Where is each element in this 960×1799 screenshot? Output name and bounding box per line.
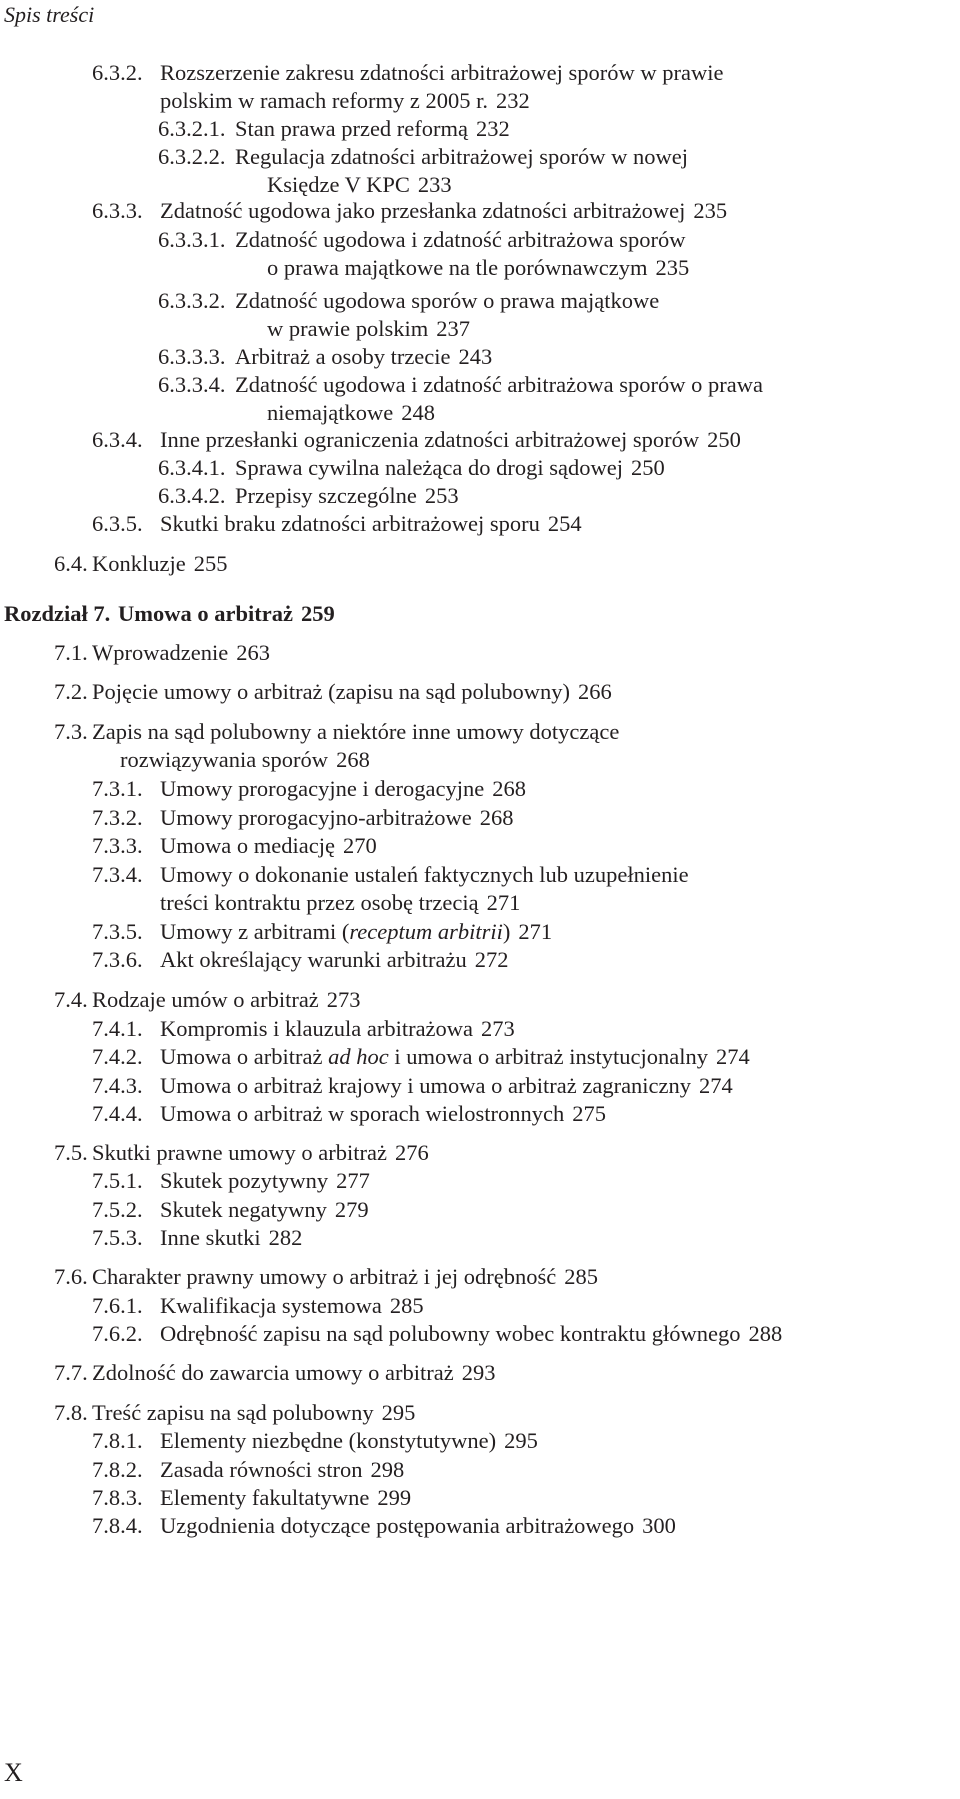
toc-entry-title-line: Skutek pozytywny — [160, 1168, 329, 1193]
toc-entry-number: 7.4.2. — [92, 1044, 143, 1069]
toc-entry-number: 7.5.2. — [92, 1197, 143, 1222]
toc-entry-number: 6.3.4.1. — [158, 455, 226, 480]
toc-entry-number: 7.8.3. — [92, 1485, 143, 1510]
toc-entry-number: 6.3.3.4. — [158, 372, 226, 397]
toc-entry-page: 250 — [630, 455, 665, 480]
toc-entry-title-line: Charakter prawny umowy o arbitraż i jej odrębność — [92, 1264, 557, 1289]
toc-entry-page: 272 — [474, 947, 509, 972]
toc-entry-number: 7.4.4. — [92, 1101, 143, 1126]
toc-entry-page: 271 — [518, 919, 553, 944]
toc-entry-number: 7.2. — [54, 679, 88, 704]
toc-entry-title-line: Umowy prorogacyjno-arbitrażowe — [160, 805, 472, 830]
toc-entry-title-line: Umowa o mediację — [160, 833, 335, 858]
toc-entry-title-line: Zdatność ugodowa jako przesłanka zdatności arbitrażowej — [160, 198, 686, 223]
toc-entry-title-line: Księdze V KPC — [267, 172, 410, 198]
toc-entry-page: 232 — [476, 116, 510, 141]
toc-entry-page: 298 — [370, 1457, 405, 1482]
toc-entry-title-line: Skutek negatywny — [160, 1197, 327, 1222]
toc-entry-number: Rozdział 7. — [4, 601, 111, 626]
toc-entry-number: 6.3.4.2. — [158, 483, 226, 508]
toc-entry-title-line: Umowa o arbitraż — [118, 601, 293, 626]
toc-entry-number: 7.3. — [54, 719, 88, 744]
toc-entry-number: 6.3.2.1. — [158, 116, 226, 141]
toc-entry-title-line: Skutki prawne umowy o arbitraż — [92, 1140, 387, 1165]
toc-entry-page: 285 — [389, 1293, 424, 1318]
toc-entry-title-line: Pojęcie umowy o arbitraż (zapisu na sąd polubowny) — [92, 679, 570, 704]
toc-entry-number: 6.3.5. — [92, 511, 143, 536]
toc-entry-page: 268 — [336, 747, 370, 773]
toc-entry-number: 6.3.3.2. — [158, 288, 226, 313]
toc-entry-title-line: Zdolność do zawarcia umowy o arbitraż — [92, 1360, 454, 1385]
toc-entry-page: 268 — [492, 776, 527, 801]
toc-entry-number: 7.6. — [54, 1264, 88, 1289]
toc-entry-page: 268 — [479, 805, 514, 830]
toc-entry-page: 274 — [715, 1044, 750, 1069]
toc-entry-title-line: polskim w ramach reformy z 2005 r. — [160, 88, 489, 114]
toc-entry-number: 6.3.2.2. — [158, 144, 226, 169]
toc-entry-page: 270 — [342, 833, 377, 858]
toc-entry-title-line: Kompromis i klauzula arbitrażowa — [160, 1016, 474, 1041]
toc-entry-number: 6.3.3. — [92, 198, 143, 223]
toc-entry-number: 7.3.1. — [92, 776, 143, 801]
toc-entry-page: 282 — [268, 1225, 303, 1250]
toc-entry-page: 248 — [401, 400, 435, 426]
toc-entry-number: 7.4. — [54, 987, 88, 1012]
toc-entry-page: 263 — [236, 640, 270, 665]
toc-entry-page: 276 — [394, 1140, 429, 1165]
toc-entry-number: 7.8.1. — [92, 1428, 143, 1453]
toc-entry-title-line: Regulacja zdatności arbitrażowej sporów w nowej — [235, 144, 688, 169]
toc-entry-page: 299 — [377, 1485, 412, 1510]
toc-entry-title-line: Sprawa cywilna należąca do drogi sądowej — [235, 455, 623, 480]
toc-entry-number: 7.8.4. — [92, 1513, 143, 1538]
toc-entry-page: 259 — [300, 601, 335, 626]
toc-entry-number: 7.3.4. — [92, 862, 143, 887]
toc-entry-page: 300 — [642, 1513, 676, 1538]
toc-entry-title-line: Akt określający warunki arbitrażu — [160, 947, 467, 972]
toc-entry-title-line: Stan prawa przed reformą — [235, 116, 469, 141]
toc-entry-number: 7.5.1. — [92, 1168, 143, 1193]
toc-entry-page: 295 — [504, 1428, 538, 1453]
toc-entry-page: 232 — [496, 88, 530, 114]
toc-entry-page: 254 — [547, 511, 582, 536]
toc-entry-title-line: Umowa o arbitraż w sporach wielostronnych — [160, 1101, 565, 1126]
toc-entry-title-line: Arbitraż a osoby trzecie — [235, 344, 451, 369]
toc-entry-title-line: Elementy niezbędne (konstytutywne) — [160, 1428, 497, 1453]
toc-entry-number: 7.6.1. — [92, 1293, 143, 1318]
toc-entry-title-line: Umowy z arbitrami (receptum arbitrii) — [160, 919, 511, 944]
toc-entry-title-line: w prawie polskim — [267, 316, 429, 342]
toc-entry-title-line: Rodzaje umów o arbitraż — [92, 987, 319, 1012]
toc-entry-title-line: Inne skutki — [160, 1225, 261, 1250]
toc-entry-title-line: Treść zapisu na sąd polubowny — [92, 1400, 374, 1425]
toc-entry-number: 6.3.2. — [92, 60, 143, 85]
toc-entry-title-line: Kwalifikacja systemowa — [160, 1293, 382, 1318]
toc-entry-title-line: Umowy prorogacyjne i derogacyjne — [160, 776, 485, 801]
toc-entry-number: 6.3.4. — [92, 427, 143, 452]
toc-entry-title-line: rozwiązywania sporów — [120, 747, 329, 773]
toc-entry-page: 255 — [193, 551, 228, 576]
running-head: Spis treści — [4, 2, 95, 27]
toc-entry-title-line: niemajątkowe — [267, 400, 394, 426]
toc-entry-number: 6.3.3.3. — [158, 344, 226, 369]
toc-entry-page: 253 — [424, 483, 459, 508]
toc-entry-page: 285 — [564, 1264, 598, 1289]
toc-entry-page: 237 — [436, 316, 470, 342]
toc-entry-number: 7.3.5. — [92, 919, 143, 944]
toc-entry-title-line: o prawa majątkowe na tle porównawczym — [267, 255, 648, 281]
toc-entry-title-line: Umowa o arbitraż krajowy i umowa o arbitraż zagraniczny — [160, 1073, 692, 1098]
toc-entry-title-line: Umowa o arbitraż ad hoc i umowa o arbitraż instytucjonalny — [160, 1044, 708, 1069]
toc-entry-number: 6.4. — [54, 551, 88, 576]
toc-entry-page: 293 — [461, 1360, 496, 1385]
toc-entry-number: 7.3.2. — [92, 805, 143, 830]
toc-entry-title-line: Zdatność ugodowa i zdatność arbitrażowa sporów — [235, 227, 686, 252]
toc-entry-page: 250 — [707, 427, 741, 452]
toc-entry-number: 7.4.3. — [92, 1073, 143, 1098]
toc-entry-page: 235 — [655, 255, 690, 281]
toc-entry-page: 295 — [381, 1400, 416, 1425]
toc-entry-page: 273 — [481, 1016, 515, 1041]
toc-entry-title-line: Wprowadzenie — [92, 640, 229, 665]
toc-entry-number: 7.5.3. — [92, 1225, 143, 1250]
toc-entry-title-line: Rozszerzenie zakresu zdatności arbitrażowej sporów w prawie — [160, 60, 724, 85]
toc-entry-number: 7.8. — [54, 1400, 88, 1425]
toc-entry-title-line: Umowy o dokonanie ustaleń faktycznych lub uzupełnienie — [160, 862, 689, 887]
toc-entry-page: 271 — [486, 890, 521, 916]
toc-entry-title-line: Zasada równości stron — [160, 1457, 363, 1482]
toc-entry-number: 6.3.3.1. — [158, 227, 226, 252]
toc-entry-page: 274 — [699, 1073, 733, 1098]
toc-entry-page: 273 — [326, 987, 361, 1012]
toc-entry-title-line: Elementy fakultatywne — [160, 1485, 370, 1510]
toc-entry-title-line: Inne przesłanki ograniczenia zdatności arbitrażowej sporów — [160, 427, 700, 452]
toc-entry-page: 288 — [748, 1321, 783, 1346]
toc-entry-number: 7.6.2. — [92, 1321, 143, 1346]
toc-entry-page: 243 — [458, 344, 493, 369]
toc-entry-number: 7.3.6. — [92, 947, 143, 972]
toc-entry-page: 266 — [578, 679, 612, 704]
toc-entry-number: 7.3.3. — [92, 833, 143, 858]
toc-entry-page: 235 — [693, 198, 728, 223]
toc-entry-number: 7.1. — [54, 640, 88, 665]
toc-entry-page: 279 — [334, 1197, 369, 1222]
toc-entry-title-line: Konkluzje — [92, 551, 186, 576]
toc-entry-title-line: Odrębność zapisu na sąd polubowny wobec kontraktu głównego — [160, 1321, 741, 1346]
toc-entry-page: 275 — [572, 1101, 607, 1126]
toc-entry-title-line: treści kontraktu przez osobę trzecią — [160, 890, 479, 916]
toc-entry-number: 7.5. — [54, 1140, 88, 1165]
toc-entry-number: 7.7. — [54, 1360, 88, 1385]
toc-entry-page: 233 — [417, 172, 452, 198]
toc-entry-title-line: Uzgodnienia dotyczące postępowania arbitrażowego — [160, 1513, 635, 1538]
toc-entry-title-line: Zdatność ugodowa i zdatność arbitrażowa sporów o prawa — [235, 372, 763, 397]
toc-entry-number: 7.4.1. — [92, 1016, 143, 1041]
toc-entry-title-line: Przepisy szczególne — [235, 483, 417, 508]
page-number: X — [4, 1758, 23, 1787]
toc-entry-title-line: Zapis na sąd polubowny a niektóre inne umowy dotyczące — [92, 719, 620, 744]
toc-entry-number: 7.8.2. — [92, 1457, 143, 1482]
toc-entry-page: 277 — [336, 1168, 370, 1193]
toc-entry-title-line: Zdatność ugodowa sporów o prawa majątkowe — [235, 288, 660, 313]
toc-entry-title-line: Skutki braku zdatności arbitrażowej sporu — [160, 511, 540, 536]
